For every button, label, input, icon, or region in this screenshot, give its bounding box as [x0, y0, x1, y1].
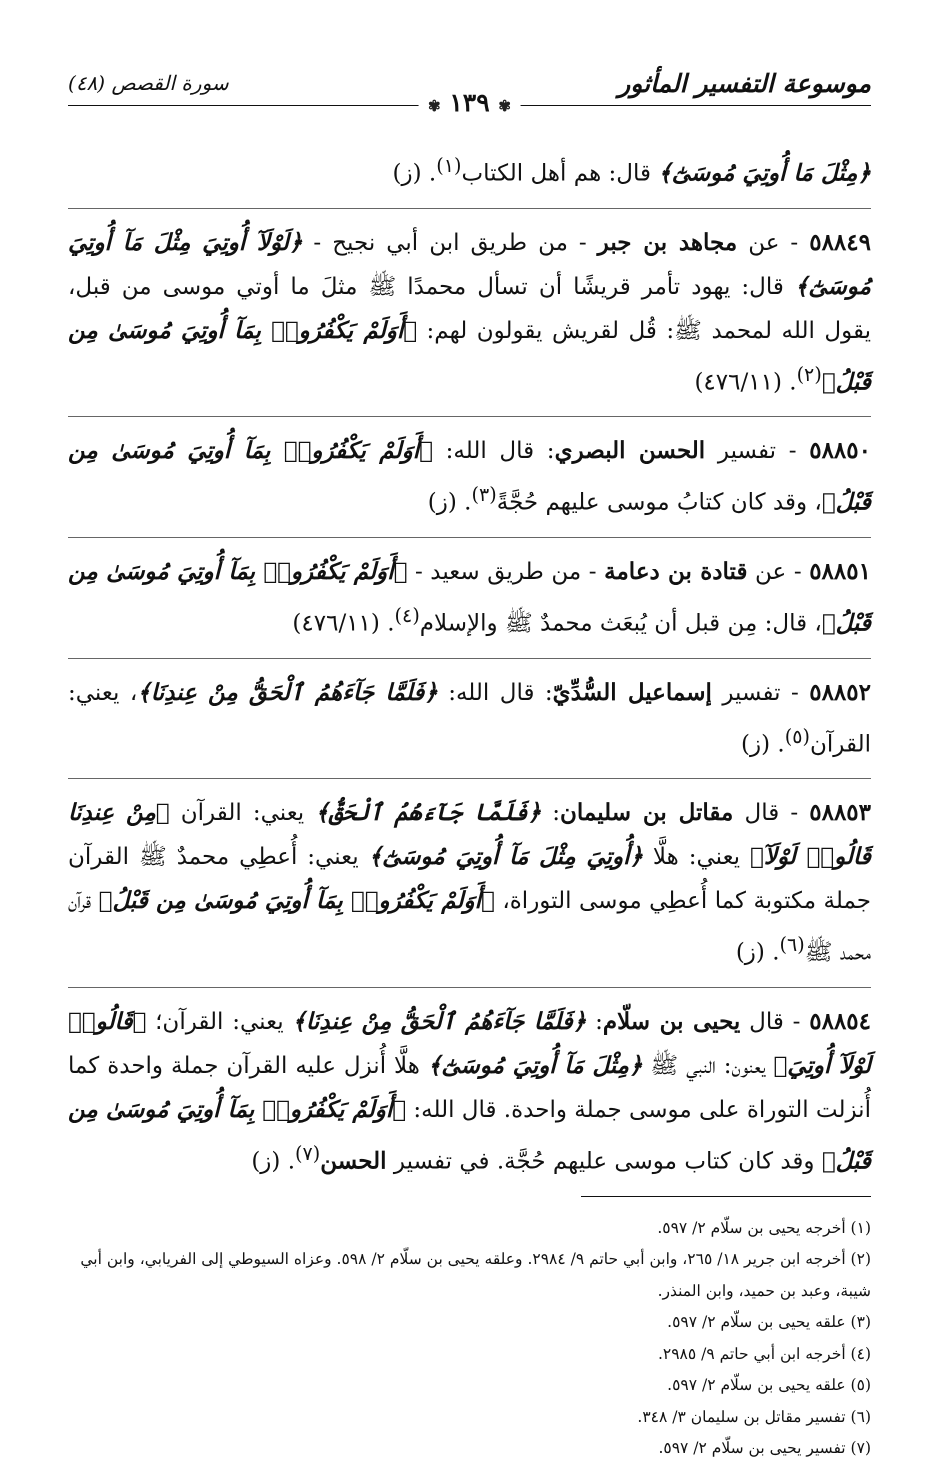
- quran-quote: ﴿مِنْ عِندِنَا قَالُوا۟ لَوْلَآ﴾: [68, 799, 871, 871]
- para-text: . (ز): [392, 160, 437, 187]
- separator-line: [68, 416, 871, 417]
- footnotes: [68, 1213, 871, 1465]
- narrator-name: مقاتل بن سليمان: [560, 799, 734, 827]
- quran-quote: ﴿مِثْلَ مَآ أُوتِيَ مُوسَىٰٓ﴾: [427, 1051, 643, 1079]
- footnote-4: (٤) أخرجه ابن أبي حاتم ٩/ ٢٩٨٥.: [657, 1344, 871, 1363]
- separator-line: [68, 658, 871, 659]
- footnote-rule: [581, 1196, 871, 1197]
- footnote-ref: (١): [436, 154, 462, 177]
- narrator-name: الحسن البصري: [554, 437, 706, 465]
- separator-line: [68, 987, 871, 988]
- footnote-2: (٢) أخرجه ابن جرير ١٨/ ٢٦٥، وابن أبي حاتم ٩/ ٢٩٨٤. وعلقه يحيى بن سلّام ٢/ ٥٩٨. وعزاه السيوطي إلى الفريابي، وابن أبي شيبة، وعبد بن حميد، وابن المنذر.: [80, 1250, 871, 1300]
- paragraph-continuation: [68, 144, 871, 196]
- page-number: ١٣٩: [449, 88, 490, 117]
- entry-number: ٥٨٨٥٢: [809, 678, 871, 706]
- footnote-3: (٣) علقه يحيى بن سلّام ٢/ ٥٩٧.: [667, 1313, 871, 1332]
- footnote-ref: (٦): [779, 933, 805, 957]
- quran-quote: ﴿أَوَلَمْ يَكْفُرُوا۟ بِمَآ أُوتِيَ مُوسَىٰ مِن قَبْلُ﴾: [68, 557, 871, 637]
- quran-quote: ﴿فَلَمَّا جَآءَهُمُ ٱلْحَقُّ مِنْ عِندِنَا﴾: [292, 1007, 587, 1035]
- quran-quote: ﴿قَالُوا۟ لَوْلَآ أُوتِيَ﴾: [68, 1007, 872, 1079]
- quran-quote: ﴿مِثْلَ مَا أُوتِيَ مُوسَىٰٓ﴾: [658, 159, 871, 187]
- entry-number: ٥٨٨٥٣: [809, 799, 872, 827]
- surah-title: سورة القصص (٤٨): [68, 71, 229, 95]
- quran-quote: ﴿أُوتِيَ مِثْلَ مَآ أُوتِيَ مُوسَىٰٓ﴾: [368, 843, 643, 871]
- footnote-ref: (٧): [295, 1141, 321, 1165]
- narrator-name: الحسن: [320, 1147, 387, 1175]
- book-title: موسوعة التفسير المأثور: [618, 68, 871, 98]
- ornament-left-icon: ✾: [428, 97, 441, 115]
- quran-quote: ﴿أَوَلَمْ يَكْفُرُوا۟ بِمَآ أُوتِيَ مُوسَىٰ مِن قَبْلُ﴾: [68, 437, 871, 516]
- quran-quote: ﴿فَلَمَّا جَآءَهُمُ ٱلْحَقُّ﴾: [315, 799, 542, 827]
- separator-line: [68, 208, 871, 209]
- narrator-name: إسماعيل السُّدِّيّ: [552, 678, 712, 706]
- paragraph-58854: ٥٨٨٥٤ - قال يحيى بن سلّام: ﴿فَلَمَّا جَآءَهُمُ ٱلْحَقُّ مِنْ عِندِنَا﴾ يعني: القرآن؛ ﴿قَالُوا۟ لَوْلَآ أُوتِيَ﴾ يعنون: النبي ﷺ ﴿مِثْلَ مَآ أُوتِيَ مُوسَىٰٓ﴾ هلَّا أُنزل عليه القرآن جملة واحدة كما أُنزلت التوراة على موسى جملة واحدة. قال الله: ﴿أَوَلَمْ يَكْفُرُوا۟ بِمَآ أُوتِيَ مُوسَىٰ مِن قَبْلُ﴾ وقد كان كتاب موسى عليهم حُجَّة. في تفسير الحسن$^{(٧)}$. (ز): [68, 1007, 872, 1175]
- footnote-7: (٧) تفسير يحيى بن سلّام ٢/ ٥٩٧.: [658, 1439, 871, 1458]
- footnote-ref: (٥): [784, 724, 810, 748]
- page-number-block: [418, 88, 521, 117]
- separator-line: [68, 778, 871, 779]
- entry-number: ٥٨٨٤٩: [809, 228, 871, 256]
- paragraph-58853: ٥٨٨٥٣ - قال مقاتل بن سليمان: ﴿فَلَمَّا جَآءَهُمُ ٱلْحَقُّ﴾ يعني: القرآن ﴿مِنْ عِندِنَا قَالُوا۟ لَوْلَآ﴾ يعني: هلَّا ﴿أُوتِيَ مِثْلَ مَآ أُوتِيَ مُوسَىٰٓ﴾ يعني: أُعطِي محمدٌ ﷺ القرآن جملة مكتوبة كما أُعطِي موسى التوراة، ﴿أَوَلَمْ يَكْفُرُوا۟ بِمَآ أُوتِيَ مُوسَىٰ مِن قَبْلُ﴾ قرآن محمد ﷺ$^{(٦)}$. (ز): [68, 799, 872, 966]
- paragraph-58850: ٥٨٨٥٠ - تفسير الحسن البصري: قال الله: ﴿أَوَلَمْ يَكْفُرُوا۟ بِمَآ أُوتِيَ مُوسَىٰ مِن قَبْلُ﴾، وقد كان كتابُ موسى عليهم حُجَّةً$^{(٣)}$. (ز): [68, 437, 871, 516]
- footnote-5: (٥) علقه يحيى بن سلّام ٢/ ٥٩٧.: [667, 1376, 871, 1395]
- entry-number: ٥٨٨٥٠: [809, 437, 871, 465]
- quran-quote: ﴿أَوَلَمْ يَكْفُرُوا۟ بِمَآ أُوتِيَ مُوسَىٰ مِن قَبْلُ﴾: [68, 1095, 871, 1175]
- para-text: قال: هم أهل الكتاب: [461, 160, 659, 187]
- footnote-ref: (٢): [796, 362, 822, 386]
- footnote-6: (٦) تفسير مقاتل بن سليمان ٣/ ٣٤٨.: [637, 1407, 871, 1426]
- entry-number: ٥٨٨٥١: [809, 557, 871, 585]
- footnote-ref: (٤): [394, 603, 420, 627]
- footnote-ref: (٣): [471, 483, 497, 507]
- narrator-name: مجاهد بن جبر: [597, 228, 738, 256]
- page-body: [68, 144, 871, 1465]
- footnote-1: (١) أخرجه يحيى بن سلّام ٢/ ٥٩٧.: [657, 1218, 871, 1237]
- quran-quote: ﴿أَوَلَمْ يَكْفُرُوا۟ بِمَآ أُوتِيَ مُوسَىٰ مِن قَبْلُ﴾: [68, 316, 871, 396]
- ornament-right-icon: ✾: [498, 97, 511, 115]
- narrator-name: يحيى بن سلّام: [602, 1007, 741, 1035]
- paragraph-58849: ٥٨٨٤٩ - عن مجاهد بن جبر - من طريق ابن أبي نجيح - ﴿لَوْلَآ أُوتِيَ مِثْلَ مَآ أُوتِيَ مُوسَىٰٓ﴾ قال: يهود تأمر قريشًا أن تسأل محمدًا ﷺ مثلَ ما أوتي موسى من قبل، يقول الله لمحمد ﷺ: قُل لقريش يقولون لهم: ﴿أَوَلَمْ يَكْفُرُوا۟ بِمَآ أُوتِيَ مُوسَىٰ مِن قَبْلُ﴾$^{(٢)}$. (٤٧٦/١١): [68, 228, 871, 396]
- separator-line: [68, 537, 871, 538]
- paragraph-58852: ٥٨٨٥٢ - تفسير إسماعيل السُّدِّيّ: قال الله: ﴿فَلَمَّا جَآءَهُمُ ٱلْحَقُّ مِنْ عِندِنَا﴾، يعني: القرآن$^{(٥)}$. (ز): [68, 678, 871, 758]
- narrator-name: قتادة بن دعامة: [604, 557, 748, 585]
- paragraph-58851: ٥٨٨٥١ - عن قتادة بن دعامة - من طريق سعيد - ﴿أَوَلَمْ يَكْفُرُوا۟ بِمَآ أُوتِيَ مُوسَىٰ مِن قَبْلُ﴾، قال: مِن قبل أن يُبعَث محمدٌ ﷺ والإسلام$^{(٤)}$. (٤٧٦/١١): [68, 557, 871, 637]
- quran-quote: ﴿لَوْلَآ أُوتِيَ مِثْلَ مَآ أُوتِيَ مُوسَىٰٓ﴾: [68, 228, 871, 300]
- entry-number: ٥٨٨٥٤: [809, 1007, 872, 1035]
- quran-quote: ﴿فَلَمَّا جَآءَهُمُ ٱلْحَقُّ مِنْ عِندِنَا﴾: [137, 678, 438, 706]
- page-header: [68, 60, 871, 117]
- quran-quote: ﴿أَوَلَمْ يَكْفُرُوا۟ بِمَآ أُوتِيَ مُوسَىٰ مِن قَبْلُ﴾: [98, 887, 495, 915]
